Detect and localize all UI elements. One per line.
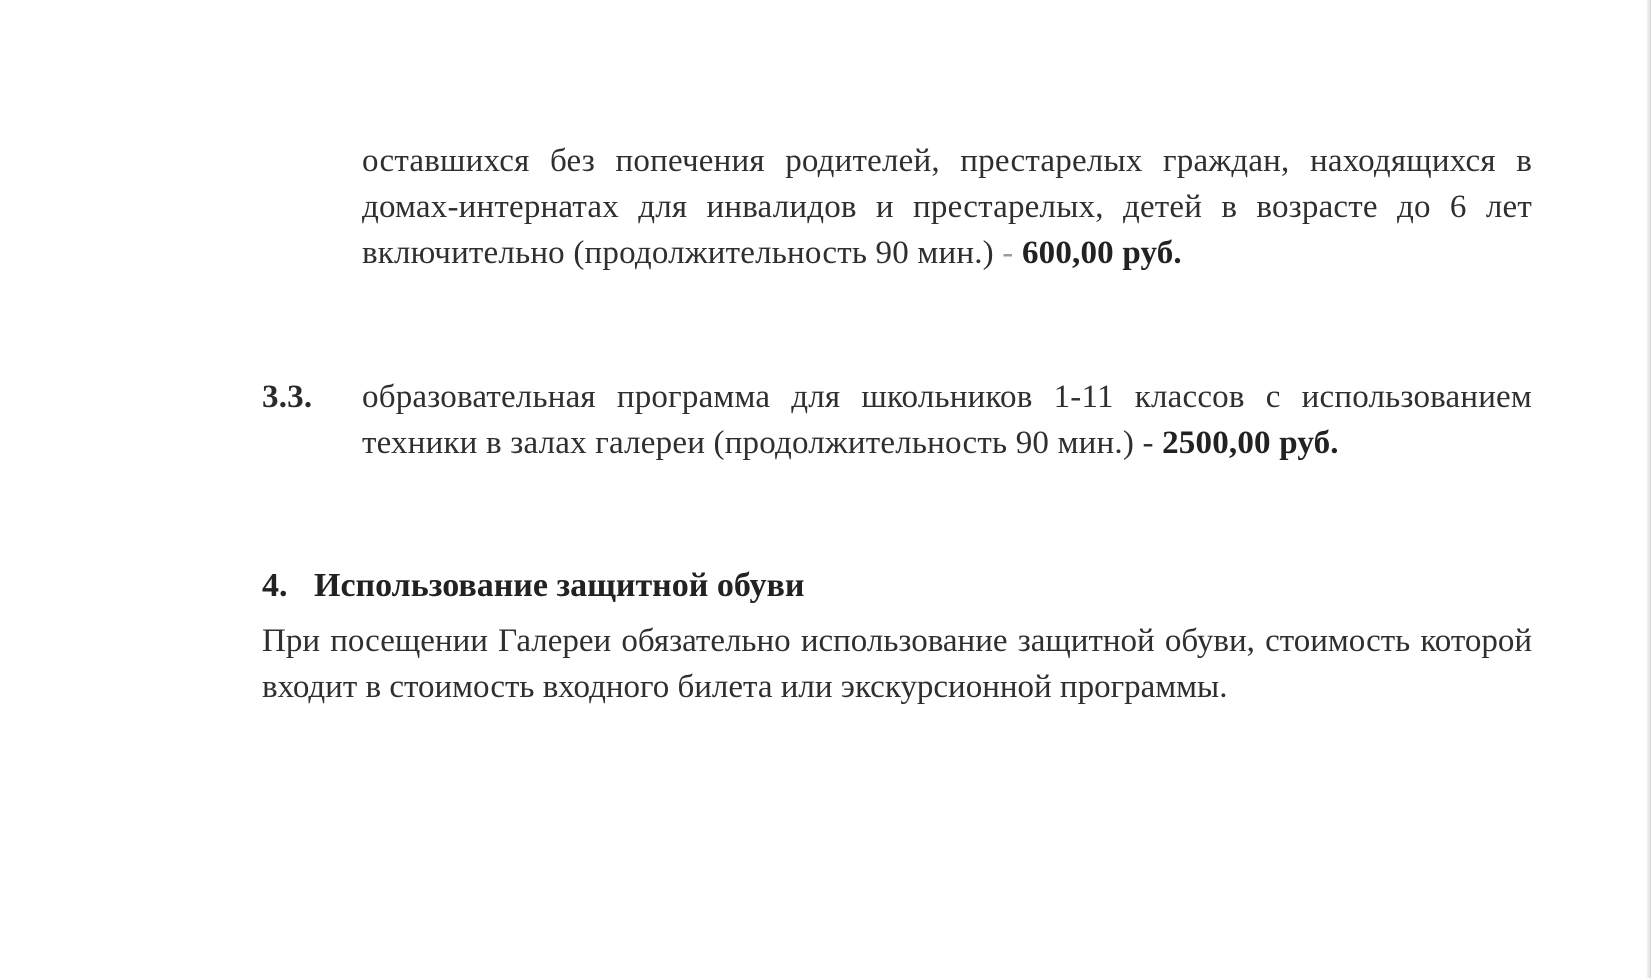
continuation-text: оставшихся без попечения родителей, престарелых граждан, находящихся в домах-интернатах для инвалидов и престарелых, детей в возрасте до 6 лет включительно (продолжительность 90 мин.) — [362, 143, 1532, 271]
page-edge — [1647, 0, 1651, 978]
list-item-body — [362, 374, 1532, 466]
continuation-dash: - — [993, 235, 1022, 271]
section-title: Использование защитной обуви — [314, 567, 805, 604]
section-number: 4. — [262, 567, 288, 604]
continuation-price: 600,00 руб. — [1021, 235, 1182, 271]
list-item-price: 2500,00 руб. — [1162, 425, 1339, 461]
section-body: При посещении Галереи обязательно использование защитной обуви, стоимость которой входит в стоимость входного билета или экскурсионной программы. — [262, 623, 1532, 705]
list-item-text: образовательная программа для школьников 1-11 классов с использованием техники в залах галереи (продолжительность 90 мин.) - — [362, 379, 1532, 461]
list-item-number: 3.3. — [262, 379, 313, 415]
continuation-paragraph — [362, 138, 1532, 276]
section-heading — [262, 563, 1532, 609]
list-item — [262, 374, 1532, 466]
